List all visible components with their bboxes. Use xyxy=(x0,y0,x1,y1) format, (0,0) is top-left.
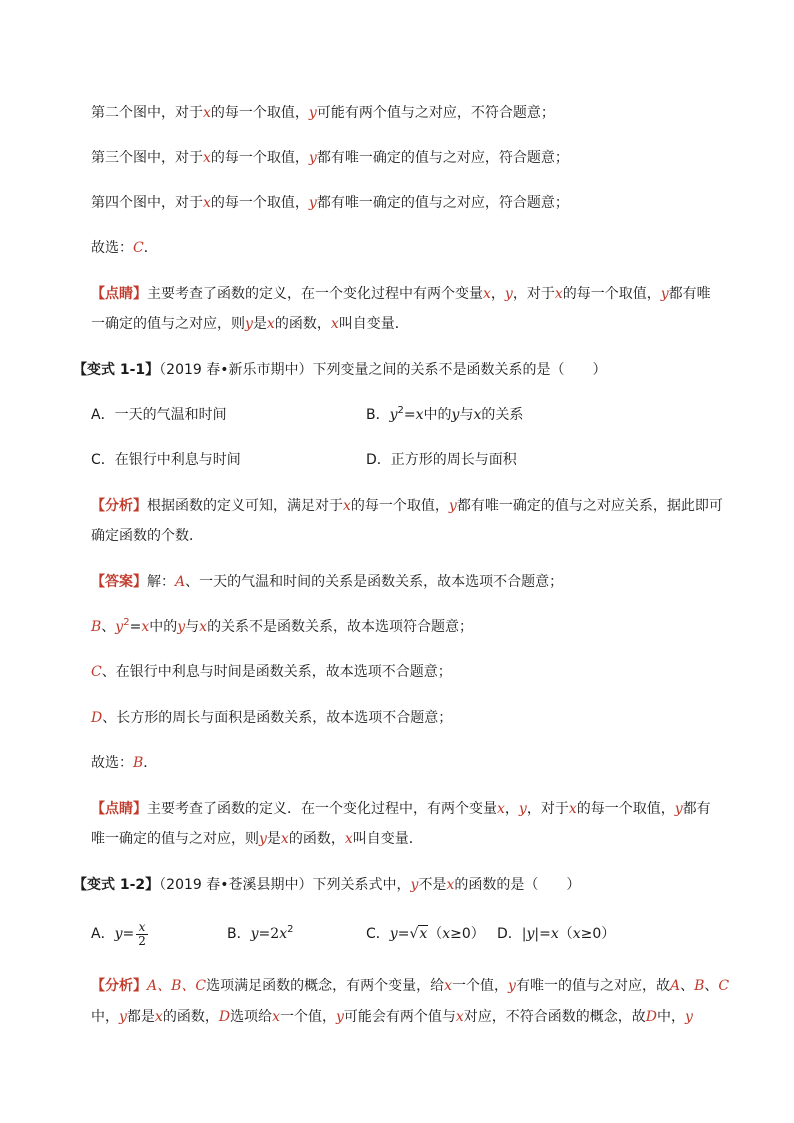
option-a-text: A．一天的气温和时间 xyxy=(91,407,227,423)
text: 一个值， xyxy=(452,978,509,994)
abs-y: |y| xyxy=(521,926,540,942)
answer-letter: A xyxy=(175,574,186,590)
text: 根据函数的定义可知，满足对于 xyxy=(147,498,343,514)
option-letter: D xyxy=(218,1009,231,1025)
option-letter: A xyxy=(669,978,681,994)
text: 故选： xyxy=(91,240,133,256)
text: 主要考查了函数的定义．在一个变化过程中，有两个变量 xyxy=(147,801,497,817)
text: 都是 xyxy=(126,1009,155,1025)
option-d xyxy=(366,451,517,469)
fraction-denominator: 2 xyxy=(138,933,146,948)
text: 与 xyxy=(459,407,474,423)
answer-letter: B xyxy=(91,619,102,635)
var-y: y xyxy=(177,619,186,635)
question-tag: 【变式 1-2】 xyxy=(73,877,160,893)
text: 的每一个取值， xyxy=(210,150,309,166)
var-y: y xyxy=(114,926,123,942)
note-line-1 xyxy=(91,285,711,303)
text: = xyxy=(122,926,135,942)
note-tag: 【点睛】 xyxy=(91,286,147,302)
text: ． xyxy=(143,240,158,256)
note-line-2 xyxy=(91,315,409,333)
text: 、 xyxy=(101,619,116,635)
var-x: x xyxy=(272,1009,280,1025)
option-b xyxy=(366,406,523,424)
var-x: x xyxy=(442,926,451,942)
text: 唯一确定的值与之对应，则 xyxy=(91,831,259,847)
text: 是 xyxy=(252,316,267,332)
option-letters: A、B、C xyxy=(147,978,207,994)
text: 的每一个取值， xyxy=(350,498,449,514)
q2-option-d xyxy=(497,925,615,943)
question-tag: 【变式 1-1】 xyxy=(73,362,160,378)
answer-tag: 【答案】 xyxy=(91,574,147,590)
option-c xyxy=(91,451,241,469)
var-y: y xyxy=(518,801,527,817)
var-x: x xyxy=(154,1009,163,1025)
option-letter: B xyxy=(694,978,705,994)
text: 可能会有两个值与 xyxy=(343,1009,456,1025)
option-a xyxy=(91,406,227,424)
text: A． xyxy=(91,926,115,942)
q2-analysis-line-2 xyxy=(91,1008,693,1026)
text: 都有唯 xyxy=(668,286,711,302)
text: 一确定的值与之对应，则 xyxy=(91,316,245,332)
var-x: x xyxy=(203,105,211,121)
text: 第二个图中，对于 xyxy=(91,105,203,121)
answer-line-d xyxy=(91,709,452,727)
note-2-line-1 xyxy=(91,800,711,818)
q2-option-c xyxy=(366,925,485,943)
text: 的每一个取值， xyxy=(576,801,675,817)
var-y: y xyxy=(674,801,683,817)
text: 中， xyxy=(91,1009,119,1025)
text: 都有唯一确定的值与之对应，符合题意； xyxy=(316,150,569,166)
answer-line-final xyxy=(91,754,157,772)
text: B． xyxy=(227,926,251,942)
var-x: x xyxy=(473,407,482,423)
text-line-third-graph xyxy=(91,149,569,167)
answer-letter: B xyxy=(133,755,144,771)
text: 都有唯一确定的值与之对应关系，据此即可 xyxy=(456,498,723,514)
var-x: x xyxy=(446,877,455,893)
var-x: x xyxy=(266,316,275,332)
text: 的每一个取值， xyxy=(210,195,309,211)
var-y: y xyxy=(451,407,460,423)
text: 第四个图中，对于 xyxy=(91,195,203,211)
text: 中的 xyxy=(423,407,452,423)
var-y: y xyxy=(685,1009,693,1025)
text: 确定函数的个数． xyxy=(91,528,203,544)
text: 可能有两个值与之对应，不符合题意； xyxy=(316,105,555,121)
var-y: y xyxy=(250,926,259,942)
var-x: x xyxy=(444,978,453,994)
var-x: x xyxy=(415,407,424,423)
option-letter: D xyxy=(645,1009,658,1025)
var-x: x xyxy=(203,150,211,166)
var-y: y xyxy=(119,1009,127,1025)
question-source: （2019 春•新乐市期中） xyxy=(159,362,313,378)
q2-analysis-line-1 xyxy=(91,977,729,995)
text: ≥0） xyxy=(450,926,485,942)
question-text: 下列变量之间的关系不是函数关系的是（ ） xyxy=(312,362,607,378)
text: 第三个图中，对于 xyxy=(91,150,203,166)
text: 一个值， xyxy=(279,1009,336,1025)
square-root xyxy=(409,925,428,942)
var-x: x xyxy=(199,619,208,635)
analysis-tag: 【分析】 xyxy=(91,498,147,514)
text: 选项给 xyxy=(230,1009,273,1025)
text: 对应，不符合函数的概念，故 xyxy=(463,1009,646,1025)
text: 中的 xyxy=(149,619,178,635)
text: ，对于 xyxy=(526,801,569,817)
q2-option-a xyxy=(91,919,150,949)
text: 的函数， xyxy=(162,1009,219,1025)
note-2-line-2 xyxy=(91,830,423,848)
var-y: y xyxy=(660,286,669,302)
var-x: x xyxy=(554,286,563,302)
var-y: y xyxy=(504,286,513,302)
text-line-fourth-graph xyxy=(91,194,569,212)
var-y: y xyxy=(308,105,317,121)
text: 不是 xyxy=(418,877,447,893)
text: ， xyxy=(504,801,519,817)
coefficient: 2 xyxy=(270,926,280,942)
text: 故选： xyxy=(91,755,133,771)
question-1-1-stem xyxy=(73,361,607,379)
text: ≥0） xyxy=(580,926,616,942)
question-1-2-stem xyxy=(73,876,580,894)
text: 的关系 xyxy=(481,407,524,423)
text: 下列关系式中， xyxy=(312,877,411,893)
text: D． xyxy=(497,926,522,942)
text: 的每一个取值， xyxy=(562,286,661,302)
question-source: （2019 春•苍溪县期中） xyxy=(159,877,313,893)
option-d-text: D．正方形的周长与面积 xyxy=(366,452,517,468)
fraction-numerator: x xyxy=(136,921,148,935)
radical-sign: √ xyxy=(409,926,419,942)
text: = xyxy=(397,926,410,942)
exponent: 2 xyxy=(397,405,404,416)
text: 都有唯一确定的值与之对应，符合题意； xyxy=(316,195,569,211)
answer-letter: C xyxy=(133,240,144,256)
option-letter: C xyxy=(718,978,730,994)
text: 叫自变量． xyxy=(338,316,409,332)
text: = xyxy=(129,619,142,635)
text: C． xyxy=(366,926,390,942)
var-x: x xyxy=(343,498,351,514)
var-x: x xyxy=(279,926,288,942)
q2-option-b xyxy=(227,925,293,943)
text: 选项满足函数的概念，有两个变量，给 xyxy=(206,978,445,994)
text-line-second-graph xyxy=(91,104,555,122)
text: 、 xyxy=(680,978,695,994)
text: 的函数， xyxy=(288,831,345,847)
var-x: x xyxy=(141,619,150,635)
text: 、长方形的周长与面积是函数关系，故本选项不合题意； xyxy=(102,710,453,726)
var-y: y xyxy=(389,926,398,942)
answer-letter: D xyxy=(91,710,103,726)
var-y: y xyxy=(308,150,317,166)
answer-line-b xyxy=(91,618,473,636)
var-x: x xyxy=(483,286,491,302)
text: 主要考查了函数的定义，在一个变化过程中有两个变量 xyxy=(147,286,483,302)
exponent: 2 xyxy=(287,924,294,935)
var-x: x xyxy=(280,831,289,847)
var-y: y xyxy=(308,195,317,211)
var-x: x xyxy=(497,801,505,817)
text: （ xyxy=(558,926,573,942)
var-y: y xyxy=(410,877,419,893)
analysis-line-1 xyxy=(91,497,723,515)
var-x: x xyxy=(455,1009,464,1025)
var-y: y xyxy=(245,316,253,332)
var-x: x xyxy=(330,316,339,332)
var-y: y xyxy=(508,978,516,994)
text: = xyxy=(539,926,551,942)
text: 、 xyxy=(704,978,719,994)
answer-line-a xyxy=(91,573,563,591)
var-x: x xyxy=(203,195,211,211)
analysis-tag: 【分析】 xyxy=(91,978,147,994)
text: B． xyxy=(366,407,390,423)
text: 、在银行中利息与时间是函数关系，故本选项不合题意； xyxy=(101,664,452,680)
radicand: x xyxy=(419,926,428,942)
analysis-line-2 xyxy=(91,527,203,545)
text: （ xyxy=(428,926,443,942)
exponent: 2 xyxy=(123,617,130,628)
text: 的函数， xyxy=(274,316,331,332)
text: 的函数的是（ ） xyxy=(454,877,581,893)
var-y: y xyxy=(115,619,124,635)
fraction xyxy=(136,921,148,948)
var-y: y xyxy=(335,1009,344,1025)
text: 的每一个取值， xyxy=(210,105,309,121)
note-tag: 【点睛】 xyxy=(91,801,147,817)
text: 中， xyxy=(657,1009,686,1025)
var-x: x xyxy=(568,801,577,817)
text: ． xyxy=(143,755,158,771)
var-y: y xyxy=(259,831,267,847)
text: = xyxy=(403,407,416,423)
answer-line-c xyxy=(91,663,452,681)
text: 都有 xyxy=(682,801,711,817)
text: 有唯一的值与之对应，故 xyxy=(515,978,670,994)
text: 解： xyxy=(147,574,175,590)
text-line-choose-c xyxy=(91,239,158,257)
text: 与 xyxy=(185,619,200,635)
text: = xyxy=(258,926,271,942)
text: 是 xyxy=(266,831,281,847)
answer-letter: C xyxy=(91,664,102,680)
text: ，对于 xyxy=(512,286,555,302)
var-y: y xyxy=(389,407,398,423)
text: ， xyxy=(490,286,505,302)
text: 叫自变量． xyxy=(352,831,423,847)
var-x: x xyxy=(344,831,353,847)
var-x: x xyxy=(550,926,559,942)
var-x: x xyxy=(572,926,581,942)
option-c-text: C．在银行中利息与时间 xyxy=(91,452,241,468)
text: 、一天的气温和时间的关系是函数关系，故本选项不合题意； xyxy=(185,574,564,590)
text: 的关系不是函数关系，故本选项符合题意； xyxy=(207,619,474,635)
var-y: y xyxy=(448,498,457,514)
